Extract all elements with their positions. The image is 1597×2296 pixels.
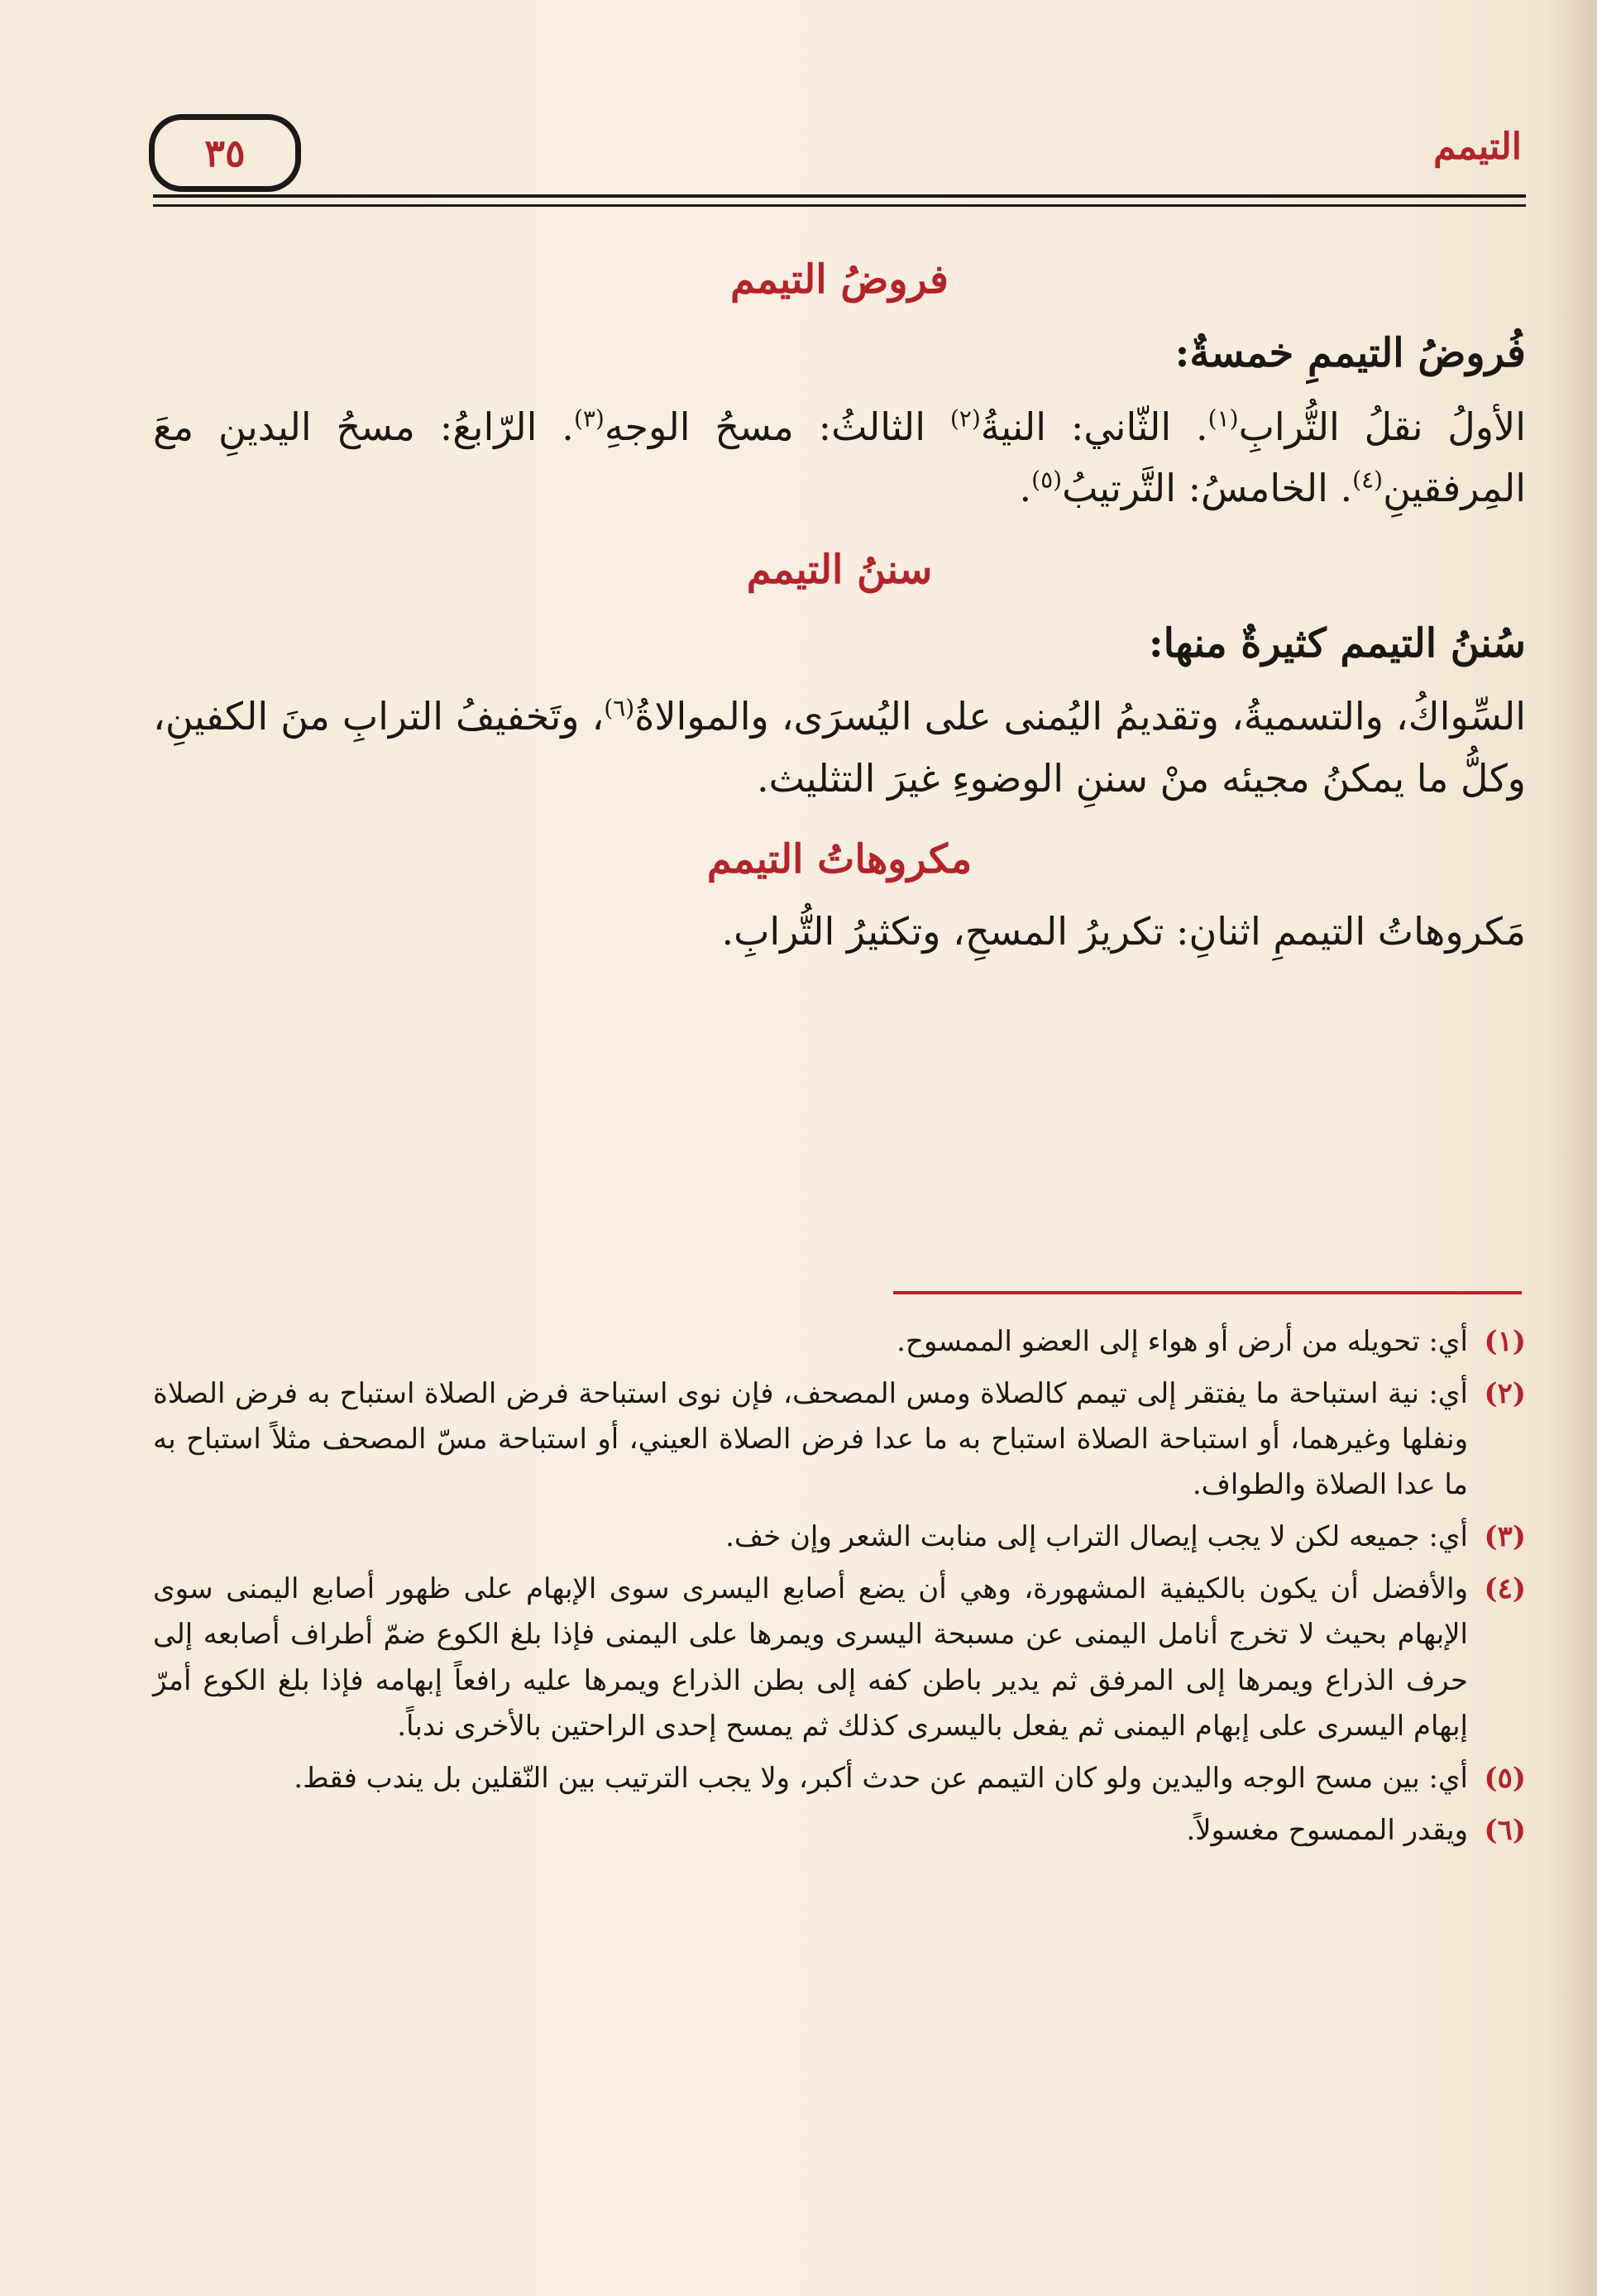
page-number: ٣٥ — [149, 114, 301, 192]
footnote-text: ويقدر الممسوح مغسولاً. — [1186, 1813, 1468, 1847]
footnote-ref-6[interactable]: (٦) — [604, 694, 635, 722]
makruhat-paragraph: مَكروهاتُ التيممِ اثنانِ: تكريرُ المسحِ، وتكثيرُ التُّرابِ. — [721, 909, 1526, 954]
footnote-item — [153, 1319, 1526, 1365]
footnote-text: أي: بين مسح الوجه واليدين ولو كان التيمم عن حدث أكبر، ولا يجب الترتيب بين النّقلين بل يندب فقط. — [294, 1761, 1468, 1795]
footnotes — [153, 1319, 1526, 1860]
footnote-item — [153, 1514, 1526, 1560]
running-head: التيمم — [1433, 126, 1522, 168]
footnote-ref-5[interactable]: (٥) — [1031, 466, 1063, 494]
footnote-ref-3[interactable]: (٣) — [573, 404, 605, 433]
footnote-ref-4[interactable]: (٤) — [1352, 466, 1384, 494]
footnote-item — [153, 1808, 1526, 1854]
footnote-text: أي: تحويله من أرض أو هواء إلى العضو الممسوح. — [897, 1325, 1468, 1358]
footnote-number: (٢) — [1484, 1377, 1526, 1411]
footnote-text: أي: جميعه لكن لا يجب إيصال التراب إلى منابت الشعر وإن خف. — [725, 1520, 1468, 1554]
footnote-item — [153, 1756, 1526, 1801]
faraid-paragraph — [153, 396, 1526, 519]
footnote-number: (٣) — [1484, 1520, 1526, 1554]
heading-sunan: سننُ التيمم — [746, 546, 933, 593]
footnote-number: (١) — [1484, 1325, 1526, 1358]
faraid-text-1: الأولُ نقلُ التُّرابِ — [1238, 404, 1527, 449]
footnote-item — [153, 1371, 1526, 1508]
faraid-lead: فُروضُ التيممِ خمسةٌ: — [1174, 330, 1526, 377]
footnote-number: (٦) — [1484, 1813, 1526, 1847]
heading-makruhat: مكروهاتُ التيمم — [706, 836, 973, 883]
header-rule-top — [153, 194, 1526, 198]
footnote-ref-1[interactable]: (١) — [1207, 404, 1239, 433]
footnote-item — [153, 1567, 1526, 1748]
main-text — [153, 236, 1526, 986]
header-rule-bottom — [153, 204, 1526, 207]
footnote-ref-2[interactable]: (٢) — [949, 404, 981, 433]
footnote-text: والأفضل أن يكون بالكيفية المشهورة، وهي أن يضع أصابع اليسرى سوى الإبهام على ظهور أصابع اليمنى سوى الإبهام بحيث لا تخرج أنامل اليمنى عن مسبحة اليسرى ويمرها على اليمنى فإذا بلغ الكوع ضمّ أطراف أصابعه إلى حرف الذراع ويمرها إلى المرفق ثم يدير باطن كفه إلى بطن الذراع ويمرها عليه رافعاً إبهامه فإذا بلغ الكوع أمرّ إبهام اليسرى على إبهام اليمنى ثم يفعل باليسرى كذلك ثم يمسح إحدى الراحتين بالأخرى ندباً. — [153, 1572, 1468, 1743]
footnote-number: (٤) — [1484, 1572, 1526, 1606]
faraid-text-4: . الرّابعُ: مسحُ اليدينِ معَ المِرفقينِ — [153, 404, 1526, 511]
sunan-paragraph — [153, 686, 1526, 809]
faraid-text-6: . — [1019, 466, 1032, 511]
faraid-text-3: الثالثُ: مسحُ الوجهِ — [604, 404, 950, 449]
page-header — [149, 99, 1522, 207]
sunan-text-1: السِّواكُ، والتسميةُ، وتقديمُ اليُمنى على اليُسرَى، والموالاةُ — [634, 694, 1526, 739]
footnote-number: (٥) — [1484, 1761, 1526, 1795]
faraid-text-5: . الخامسُ: التَّرتيبُ — [1062, 466, 1353, 511]
heading-faraid: فروضُ التيمم — [730, 256, 949, 303]
sunan-lead: سُننُ التيمم كثيرةٌ منها: — [1148, 619, 1526, 667]
footnote-text: أي: نية استباحة ما يفتقر إلى تيمم كالصلاة ومس المصحف، فإن نوى استباحة فرض الصلاة استباح به فرض الصلاة ونفلها وغيرهما، أو استباحة الصلاة استباح به ما عدا فرض الصلاة العيني، أو استباحة مسّ المصحف مثلاً استباح به ما عدا الصلاة والطواف. — [153, 1377, 1468, 1502]
footnote-separator — [893, 1291, 1522, 1294]
spine-shadow — [1547, 0, 1597, 2296]
faraid-text-2: . الثّاني: النيةُ — [980, 404, 1208, 449]
sunan-text-2: ، وتَخفيفُ الترابِ منَ الكفينِ، وكلُّ ما يمكنُ مجيئه منْ سننِ الوضوءِ غيرَ التثليث. — [153, 694, 1526, 801]
